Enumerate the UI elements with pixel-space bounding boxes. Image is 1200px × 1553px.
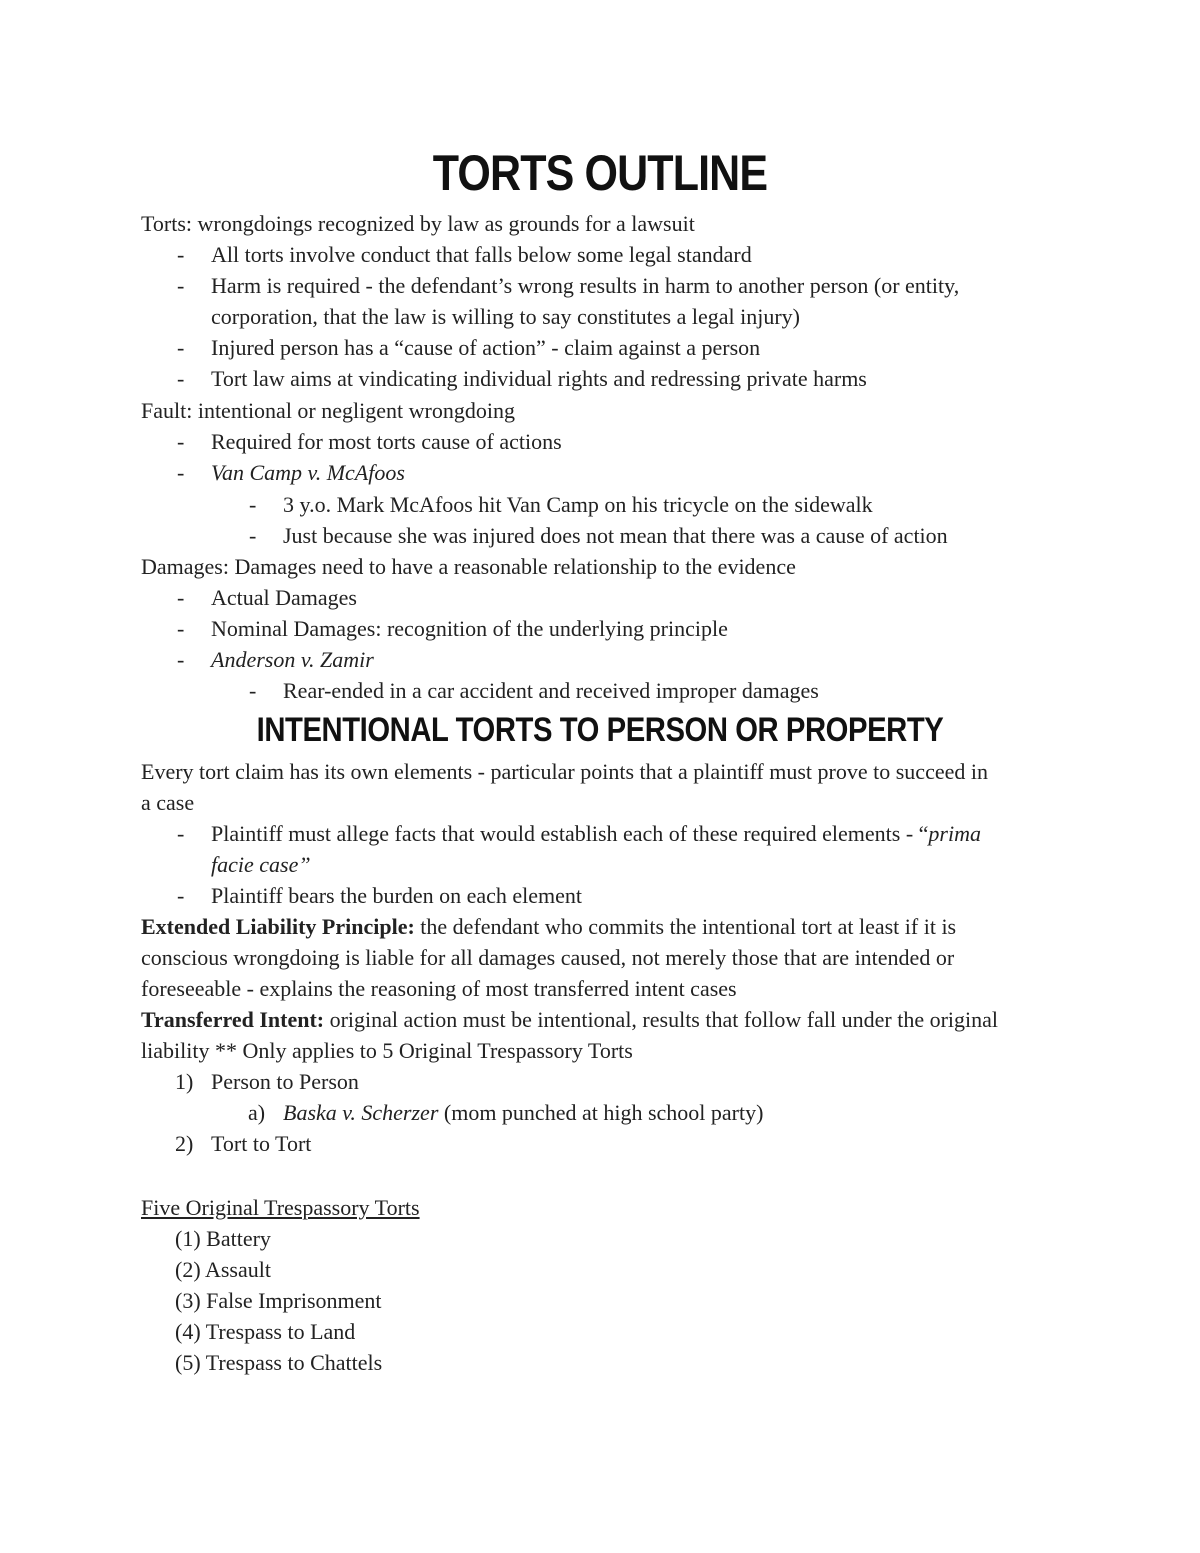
list-item: (4) Trespass to Land — [175, 1319, 356, 1344]
list-item: Actual Damages — [211, 585, 357, 610]
elements-intro: Every tort claim has its own elements - particular points that a plaintiff must prove to succeed in — [141, 759, 988, 784]
list-item: Plaintiff bears the burden on each element — [211, 883, 583, 908]
list-item: Harm is required - the defendant’s wrong results in harm to another person (or entity, — [211, 273, 960, 298]
bullet-dash: - — [177, 335, 185, 360]
section-heading: INTENTIONAL TORTS TO PERSON OR PROPERTY — [256, 711, 944, 749]
bullet-dash: - — [177, 460, 185, 485]
list-item: Just because she was injured does not mean that there was a cause of action — [283, 523, 948, 548]
bullet-dash: - — [177, 883, 185, 908]
fault-definition: Fault: intentional or negligent wrongdoing — [141, 398, 515, 423]
extended-liability-principle — [141, 911, 956, 942]
term-label: Transferred Intent: — [141, 1007, 325, 1032]
list-number: 1) — [175, 1069, 194, 1094]
prima-facie-term: prima — [928, 821, 981, 846]
list-item: (5) Trespass to Chattels — [175, 1350, 383, 1375]
elements-intro-continuation: a case — [141, 790, 195, 815]
list-item: Required for most torts cause of actions — [211, 429, 562, 454]
list-item: (3) False Imprisonment — [175, 1288, 382, 1313]
list-item — [283, 1097, 763, 1128]
list-item: Person to Person — [211, 1069, 359, 1094]
case-name-baska: Baska v. Scherzer — [283, 1100, 439, 1125]
list-item-text: (mom punched at high school party) — [438, 1100, 764, 1125]
list-item-text: Plaintiff must allege facts that would establish each of these required elements - “ — [211, 821, 929, 846]
list-item: Rear-ended in a car accident and received improper damages — [283, 678, 819, 703]
transferred-intent — [141, 1004, 998, 1035]
list-item: Injured person has a “cause of action” - claim against a person — [211, 335, 761, 360]
list-item: 3 y.o. Mark McAfoos hit Van Camp on his tricycle on the sidewalk — [283, 492, 873, 517]
paragraph-continuation: foreseeable - explains the reasoning of most transferred intent cases — [141, 976, 737, 1001]
list-item: (1) Battery — [175, 1226, 271, 1251]
list-item: Tort law aims at vindicating individual rights and redressing private harms — [211, 366, 867, 391]
list-item: Nominal Damages: recognition of the underlying principle — [211, 616, 728, 641]
bullet-dash: - — [177, 242, 185, 267]
case-name-anderson: Anderson v. Zamir — [211, 647, 374, 672]
page-title: TORTS OUTLINE — [432, 145, 768, 201]
list-item: (2) Assault — [175, 1257, 271, 1282]
torts-definition: Torts: wrongdoings recognized by law as grounds for a lawsuit — [141, 211, 695, 236]
bullet-dash: - — [177, 821, 185, 846]
paragraph-continuation: conscious wrongdoing is liable for all damages caused, not merely those that are intended or — [141, 945, 955, 970]
bullet-dash: - — [177, 585, 185, 610]
damages-definition: Damages: Damages need to have a reasonable relationship to the evidence — [141, 554, 796, 579]
case-name-van-camp: Van Camp v. McAfoos — [211, 460, 405, 485]
bullet-dash: - — [249, 523, 257, 548]
list-item-continuation: corporation, that the law is willing to say constitutes a legal injury) — [211, 304, 800, 329]
list-item: Tort to Tort — [211, 1131, 312, 1156]
five-torts-title: Five Original Trespassory Torts — [141, 1195, 420, 1220]
bullet-dash: - — [177, 616, 185, 641]
bullet-dash: - — [249, 492, 257, 517]
list-number: 2) — [175, 1131, 194, 1156]
list-item: All torts involve conduct that falls below some legal standard — [211, 242, 752, 267]
list-item-continuation: facie case” — [211, 852, 311, 877]
paragraph-continuation: liability ** Only applies to 5 Original Trespassory Torts — [141, 1038, 633, 1063]
bullet-dash: - — [177, 647, 185, 672]
term-label: Extended Liability Principle: — [141, 914, 415, 939]
bullet-dash: - — [177, 273, 185, 298]
term-definition: the defendant who commits the intentional tort at least if it is — [414, 914, 957, 939]
list-item — [211, 818, 981, 849]
list-number: a) — [248, 1100, 266, 1125]
bullet-dash: - — [177, 366, 185, 391]
bullet-dash: - — [177, 429, 185, 454]
bullet-dash: - — [249, 678, 257, 703]
term-definition: original action must be intentional, results that follow fall under the original — [324, 1007, 999, 1032]
